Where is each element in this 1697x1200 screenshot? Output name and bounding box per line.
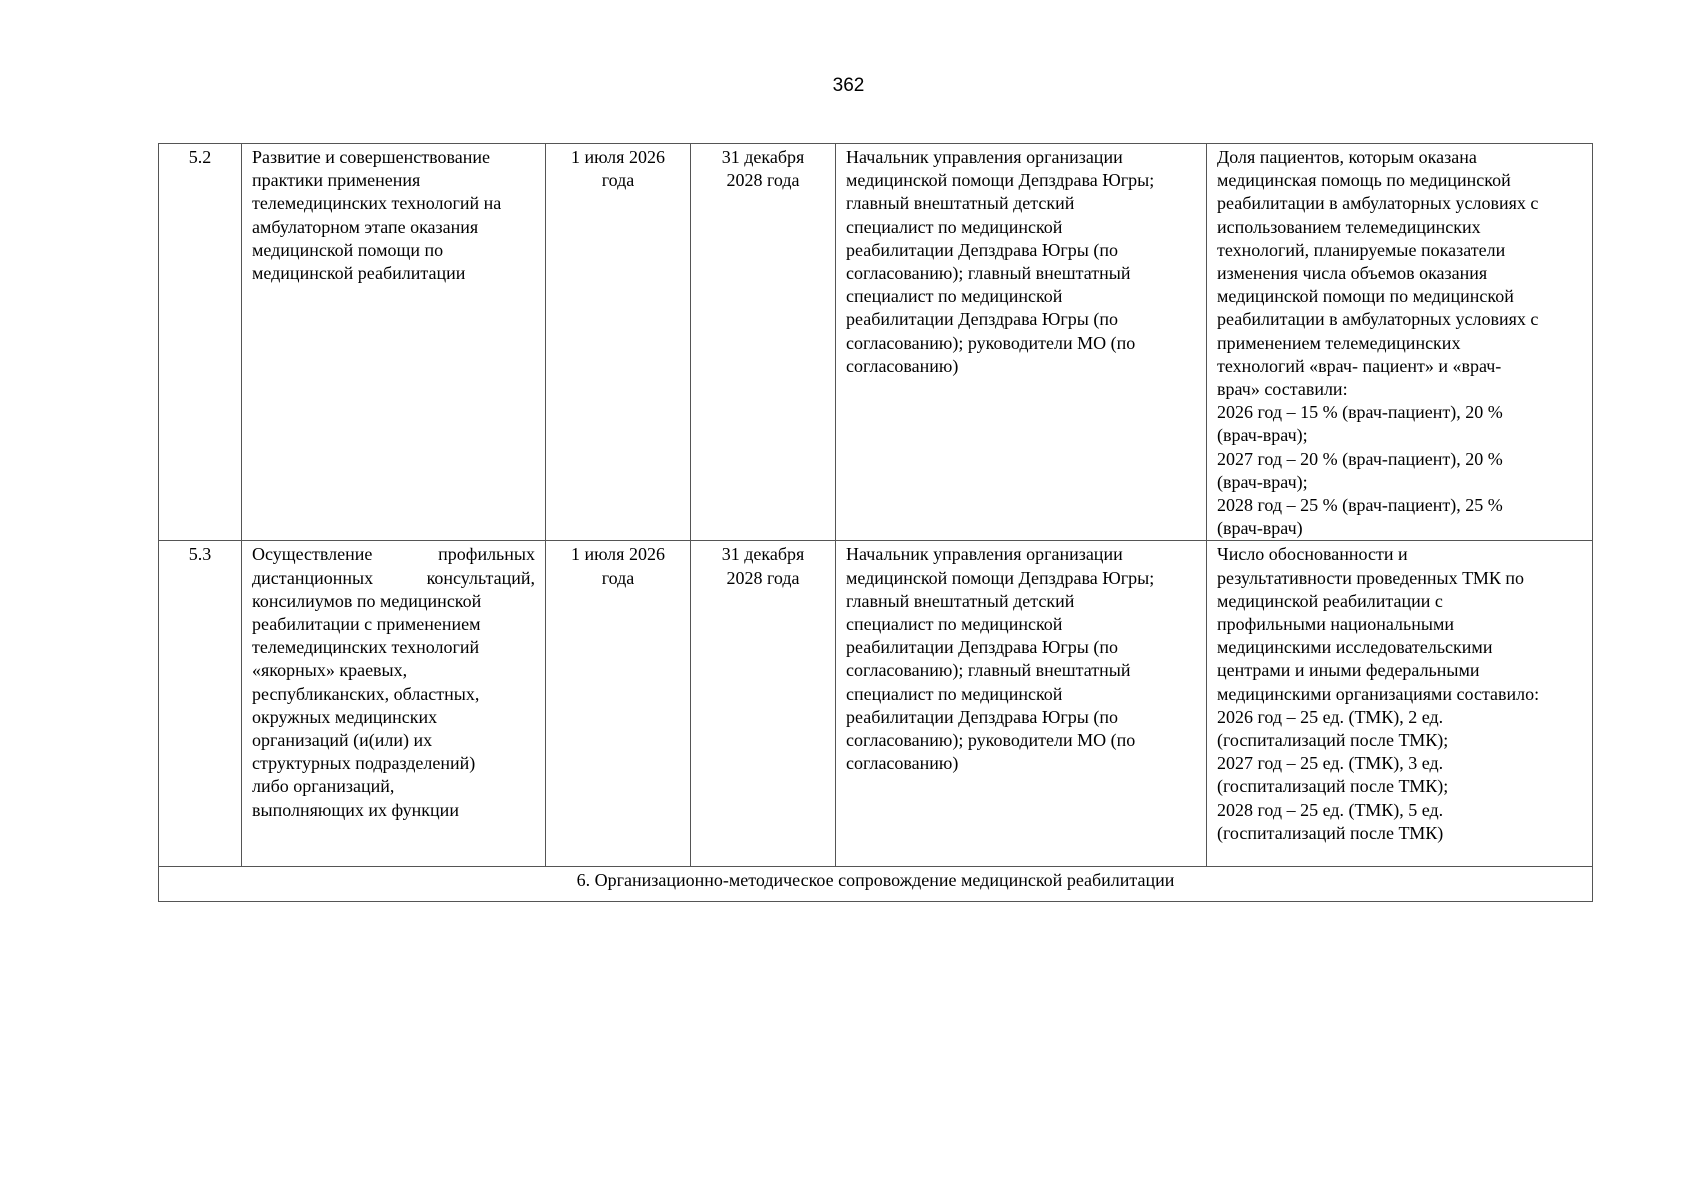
text-line: «якорных» краевых, bbox=[252, 660, 408, 681]
responsible-cell bbox=[836, 541, 1207, 867]
start-date-cell bbox=[546, 144, 691, 541]
text-line: реабилитации в амбулаторных условиях с bbox=[1217, 193, 1539, 214]
text-line: специалист по медицинской bbox=[846, 286, 1063, 307]
text-line: реабилитации Депздрава Югры (по bbox=[846, 637, 1118, 658]
section-heading-row bbox=[159, 867, 1593, 902]
activity-name-cell bbox=[242, 144, 546, 541]
text-line: главный внештатный детский bbox=[846, 590, 1075, 611]
activities-table bbox=[158, 143, 1593, 902]
text-line: согласованию); главный внештатный bbox=[846, 263, 1131, 284]
text-line: врач» составили: bbox=[1217, 379, 1348, 400]
responsible-cell bbox=[836, 144, 1207, 541]
section-title: 6. Организационно-методическое сопровождение медицинской реабилитации bbox=[159, 867, 1593, 902]
text-line: медицинской помощи по bbox=[252, 239, 444, 260]
text-line: 2028 год – 25 ед. (ТМК), 5 ед. bbox=[1217, 799, 1444, 820]
text-line: либо организаций, bbox=[252, 776, 395, 797]
text-line: (госпитализаций после ТМК) bbox=[1217, 822, 1444, 843]
text-line: (врач-врач); bbox=[1217, 425, 1308, 446]
text-line: медицинская помощь по медицинской bbox=[1217, 170, 1511, 191]
text-line: 1 июля 2026 bbox=[571, 147, 665, 167]
text-line: окружных медицинских bbox=[252, 706, 438, 727]
text-line: (госпитализаций после ТМК); bbox=[1217, 730, 1449, 751]
text-line: согласованию); руководители МО (по bbox=[846, 730, 1136, 751]
text-line: специалист по медицинской bbox=[846, 216, 1063, 237]
text-line: медицинскими организациями составило: bbox=[1217, 683, 1540, 704]
text-line: технологий, планируемые показатели bbox=[1217, 239, 1506, 260]
text-line: медицинской помощи Депздрава Югры; bbox=[846, 170, 1155, 191]
activity-name-cell bbox=[242, 541, 546, 867]
text-line: практики применения bbox=[252, 170, 421, 191]
text-line: телемедицинских технологий bbox=[252, 637, 480, 658]
text-line: специалист по медицинской bbox=[846, 614, 1063, 635]
text-line: 31 декабря bbox=[721, 544, 805, 565]
text-line: 2026 год – 15 % (врач-пациент), 20 % bbox=[1217, 402, 1503, 423]
table-row bbox=[159, 144, 1593, 541]
text-line: 2027 год – 25 ед. (ТМК), 3 ед. bbox=[1217, 753, 1444, 774]
end-date-cell bbox=[691, 541, 836, 867]
text-line: реабилитации Депздрава Югры (по bbox=[846, 309, 1118, 330]
text-line: года bbox=[601, 170, 635, 191]
text-line: реабилитации в амбулаторных условиях с bbox=[1217, 309, 1539, 330]
text-line: (врач-врач) bbox=[1217, 518, 1303, 539]
text-line: согласованию); главный внештатный bbox=[846, 660, 1131, 681]
text-line: медицинской помощи Депздрава Югры; bbox=[846, 567, 1155, 588]
text-line: реабилитации Депздрава Югры (по bbox=[846, 239, 1118, 260]
table-row bbox=[159, 541, 1593, 867]
text-line: 2028 год – 25 % (врач-пациент), 25 % bbox=[1217, 495, 1503, 516]
text-line: (врач-врач); bbox=[1217, 471, 1308, 492]
text-line: 1 июля 2026 bbox=[571, 544, 665, 565]
end-date-cell bbox=[691, 144, 836, 541]
text-line: телемедицинских технологий на bbox=[252, 193, 502, 214]
row-number-cell: 5.3 bbox=[159, 541, 242, 867]
text-line: центрами и иными федеральными bbox=[1217, 660, 1480, 681]
text-line: выполняющих их функции bbox=[252, 799, 459, 820]
text-line: изменения числа объемов оказания bbox=[1217, 263, 1488, 284]
text-line: реабилитации Депздрава Югры (по bbox=[846, 706, 1118, 727]
text-line: реабилитации с применением bbox=[252, 614, 481, 635]
text-line: согласованию) bbox=[846, 753, 959, 774]
text-line: согласованию); руководители МО (по bbox=[846, 332, 1136, 353]
text-line: структурных подразделений) bbox=[252, 753, 476, 774]
text-line: Развитие и совершенствование bbox=[252, 147, 490, 167]
text-line: медицинскими исследовательскими bbox=[1217, 637, 1493, 658]
text-line: медицинской помощи по медицинской bbox=[1217, 286, 1514, 307]
row-number-cell: 5.2 bbox=[159, 144, 242, 541]
text-line: технологий «врач- пациент» и «врач- bbox=[1217, 355, 1502, 376]
text-line: согласованию) bbox=[846, 355, 959, 376]
text-line: специалист по медицинской bbox=[846, 683, 1063, 704]
text-line: консилиумов по медицинской bbox=[252, 590, 482, 611]
text-line: профильными национальными bbox=[1217, 614, 1454, 635]
text-line: использованием телемедицинских bbox=[1217, 216, 1481, 237]
text-line: 31 декабря bbox=[721, 147, 805, 167]
text-line: Осуществление профильных bbox=[252, 544, 535, 565]
text-line: Начальник управления организации bbox=[846, 544, 1123, 565]
text-line: амбулаторном этапе оказания bbox=[252, 216, 479, 237]
text-line: медицинской реабилитации с bbox=[1217, 590, 1443, 611]
text-line: Число обоснованности и bbox=[1217, 544, 1408, 565]
text-line: года bbox=[601, 567, 635, 588]
indicator-cell bbox=[1207, 541, 1593, 867]
page-number: 362 bbox=[832, 75, 865, 96]
text-line: Доля пациентов, которым оказана bbox=[1217, 147, 1477, 167]
text-line: применением телемедицинских bbox=[1217, 332, 1461, 353]
text-line: республиканских, областных, bbox=[252, 683, 480, 704]
text-line: дистанционных консультаций, bbox=[252, 567, 535, 588]
text-line: (госпитализаций после ТМК); bbox=[1217, 776, 1449, 797]
text-line: главный внештатный детский bbox=[846, 193, 1075, 214]
start-date-cell bbox=[546, 541, 691, 867]
text-line: 2028 года bbox=[726, 567, 800, 588]
text-line: 2026 год – 25 ед. (ТМК), 2 ед. bbox=[1217, 706, 1444, 727]
indicator-cell bbox=[1207, 144, 1593, 541]
text-line: медицинской реабилитации bbox=[252, 263, 466, 284]
text-line: 2028 года bbox=[726, 170, 800, 191]
text-line: 2027 год – 20 % (врач-пациент), 20 % bbox=[1217, 448, 1503, 469]
text-line: Начальник управления организации bbox=[846, 147, 1123, 167]
text-line: организаций (и(или) их bbox=[252, 730, 433, 751]
text-line: результативности проведенных ТМК по bbox=[1217, 567, 1525, 588]
